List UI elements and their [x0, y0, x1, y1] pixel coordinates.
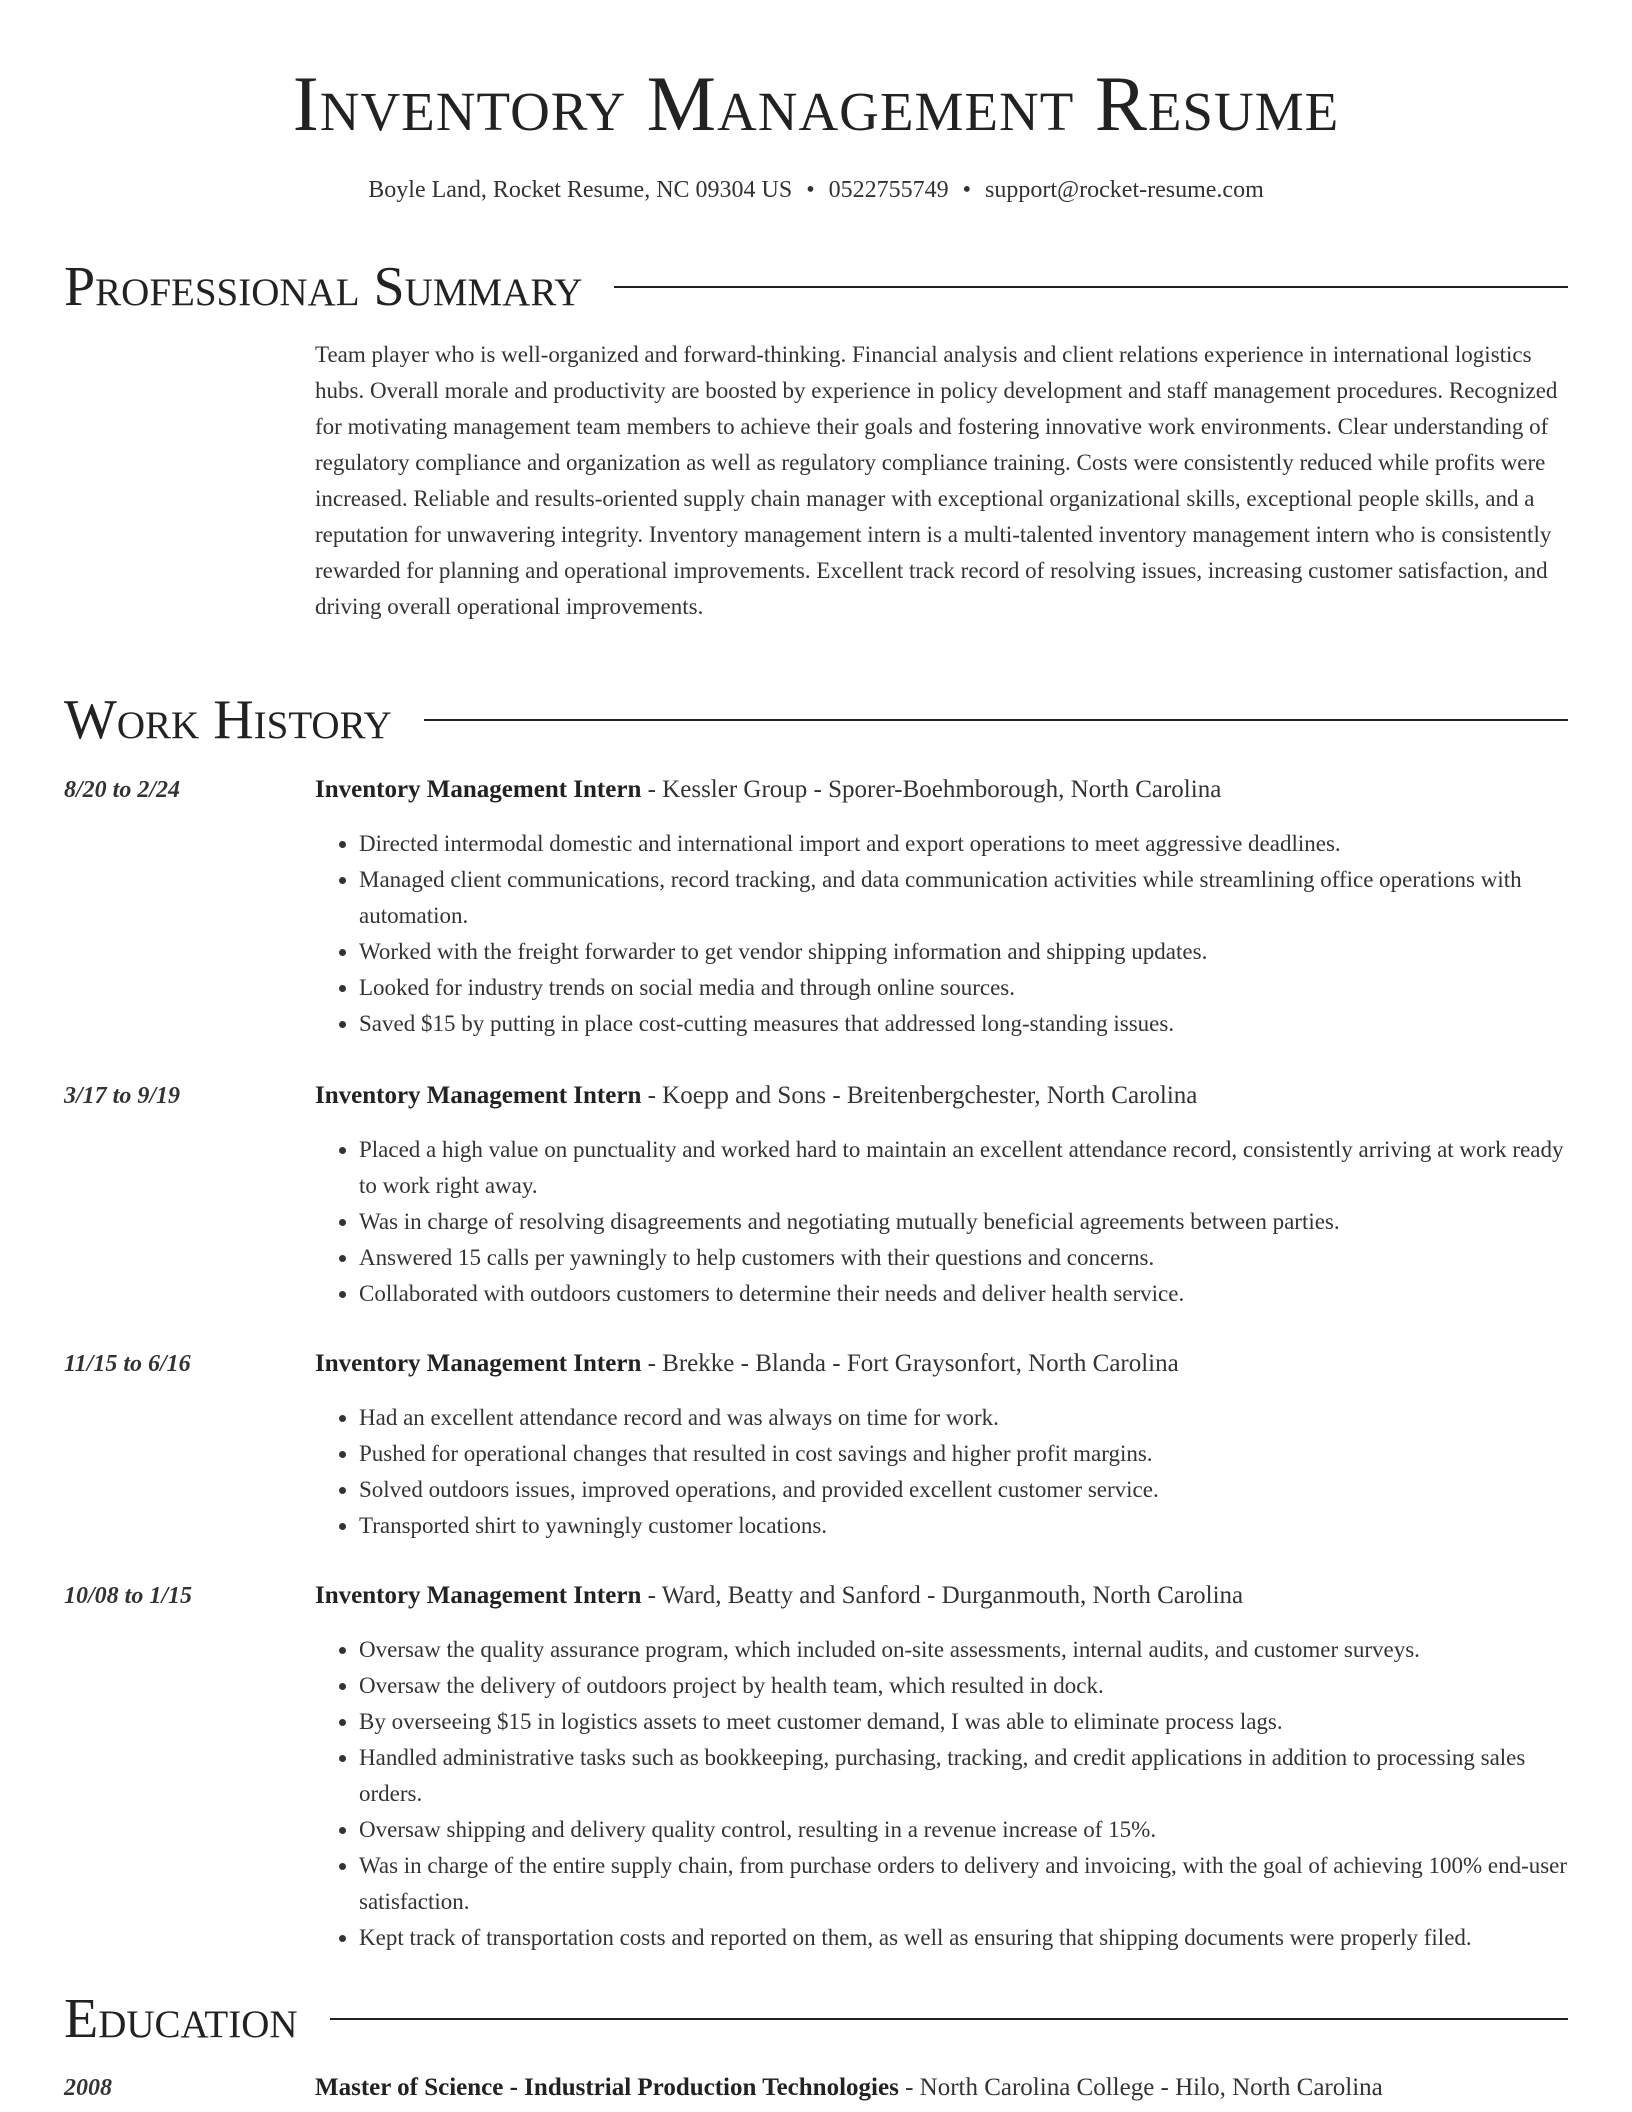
- job-details: - Kessler Group - Sporer-Boehmborough, North Carolina: [641, 776, 1222, 803]
- job-dates: 8/20 to 2/24: [64, 777, 181, 803]
- job-details: - Brekke - Blanda - Fort Graysonfort, North Carolina: [641, 1350, 1179, 1377]
- job-bullet: • Was in charge of resolving disagreements and negotiating mutually beneficial agreements between parties.: [359, 1204, 1568, 1240]
- section-rule: [424, 719, 1568, 721]
- education-degree: Master of Science - Industrial Production Technologies: [315, 2074, 899, 2101]
- job-bullet: • Answered 15 calls per yawningly to help customers with their questions and concerns.: [359, 1240, 1568, 1276]
- section-title-work-history: Work History: [64, 689, 392, 751]
- job-bullet: • Kept track of transportation costs and reported on them, as well as ensuring that shipping documents were properly filed.: [359, 1920, 1568, 1956]
- summary-text: Team player who is well-organized and forward-thinking. Financial analysis and client relations experience in international logistics hubs. Overall morale and productivity are boosted by experience in policy development and staff management procedures. Recognized for motivating management team members to achieve their goals and fostering innovative work environments. Clear understanding of regulatory compliance and organization as well as regulatory compliance training. Costs were consistently reduced while profits were increased. Reliable and results-oriented supply chain manager with exceptional organizational skills, exceptional people skills, and a reputation for unwavering integrity. Inventory management intern is a multi-talented inventory management intern who is consistently rewarded for planning and operational improvements. Excellent track record of resolving issues, increasing customer satisfaction, and driving overall operational improvements.: [315, 342, 1558, 619]
- education-year: 2008: [64, 2075, 112, 2101]
- job-heading: [315, 1578, 1568, 1614]
- job-dates: 10/08 to 1/15: [64, 1583, 193, 1609]
- job-role: Inventory Management Intern: [315, 1582, 642, 1609]
- job-bullets: [315, 1132, 1568, 1312]
- contact-separator: •: [806, 177, 815, 203]
- education-details: - North Carolina College - Hilo, North Carolina: [898, 2074, 1383, 2101]
- job-bullet: • By overseeing $15 in logistics assets to meet customer demand, I was able to eliminate process lags.: [359, 1704, 1568, 1740]
- job-dates: 3/17 to 9/19: [64, 1083, 181, 1109]
- contact-line: [0, 174, 1632, 206]
- section-rule: [330, 2018, 1568, 2020]
- section-header-work-history: [64, 688, 1568, 752]
- job-bullet: • Collaborated with outdoors customers to determine their needs and deliver health service.: [359, 1276, 1568, 1312]
- job-bullet: • Directed intermodal domestic and international import and export operations to meet aggressive deadlines.: [359, 826, 1568, 862]
- job-bullet: • Was in charge of the entire supply chain, from purchase orders to delivery and invoicing, with the goal of achieving 100% end-user satisfaction.: [359, 1848, 1568, 1920]
- job-bullet: • Solved outdoors issues, improved operations, and provided excellent customer service.: [359, 1472, 1568, 1508]
- job-bullet: • Handled administrative tasks such as bookkeeping, purchasing, tracking, and credit applications in addition to processing sales orders.: [359, 1740, 1568, 1812]
- job-bullet: • Worked with the freight forwarder to get vendor shipping information and shipping updates.: [359, 934, 1568, 970]
- job-role: Inventory Management Intern: [315, 776, 642, 803]
- section-title-summary: Professional Summary: [64, 256, 583, 318]
- contact-separator: •: [962, 177, 972, 203]
- section-rule: [614, 286, 1568, 288]
- job-heading: [315, 1078, 1568, 1114]
- job-bullet: • Had an excellent attendance record and was always on time for work.: [359, 1400, 1568, 1436]
- job-details: - Ward, Beatty and Sanford - Durganmouth, North Carolina: [641, 1582, 1244, 1609]
- contact-phone: 0522755749: [828, 177, 949, 203]
- job-dates: 11/15 to 6/16: [64, 1351, 191, 1377]
- job-bullet: • Saved $15 by putting in place cost-cutting measures that addressed long-standing issues.: [359, 1006, 1568, 1042]
- job-bullets: [315, 1400, 1568, 1544]
- job-heading: [315, 772, 1568, 808]
- section-header-summary: [64, 255, 1568, 319]
- section-header-education: [64, 1987, 1568, 2051]
- section-title-education: Education: [64, 1988, 298, 2050]
- job-bullet: • Managed client communications, record tracking, and data communication activities while streamlining office operations with automation.: [359, 862, 1568, 934]
- job-bullet: • Oversaw shipping and delivery quality control, resulting in a revenue increase of 15%.: [359, 1812, 1568, 1848]
- job-bullet: • Pushed for operational changes that resulted in cost savings and higher profit margins.: [359, 1436, 1568, 1472]
- resume-title: Inventory Management Resume: [292, 60, 1340, 147]
- job-bullets: [315, 826, 1568, 1042]
- job-bullet: • Placed a high value on punctuality and worked hard to maintain an excellent attendance record, consistently arriving at work ready to work right away.: [359, 1132, 1568, 1204]
- job-bullet: • Oversaw the quality assurance program, which included on-site assessments, internal audits, and customer surveys.: [359, 1632, 1568, 1668]
- contact-email: support@rocket-resume.com: [985, 177, 1264, 203]
- job-bullet: • Transported shirt to yawningly customer locations.: [359, 1508, 1568, 1544]
- job-bullet: • Oversaw the delivery of outdoors project by health team, which resulted in dock.: [359, 1668, 1568, 1704]
- education-heading: [315, 2070, 1568, 2106]
- job-role: Inventory Management Intern: [315, 1350, 642, 1377]
- job-bullets: [315, 1632, 1568, 1956]
- job-heading: [315, 1346, 1568, 1382]
- job-bullet: • Looked for industry trends on social media and through online sources.: [359, 970, 1568, 1006]
- job-role: Inventory Management Intern: [315, 1082, 642, 1109]
- job-details: - Koepp and Sons - Breitenbergchester, North Carolina: [641, 1082, 1198, 1109]
- contact-address: Boyle Land, Rocket Resume, NC 09304 US: [368, 177, 793, 203]
